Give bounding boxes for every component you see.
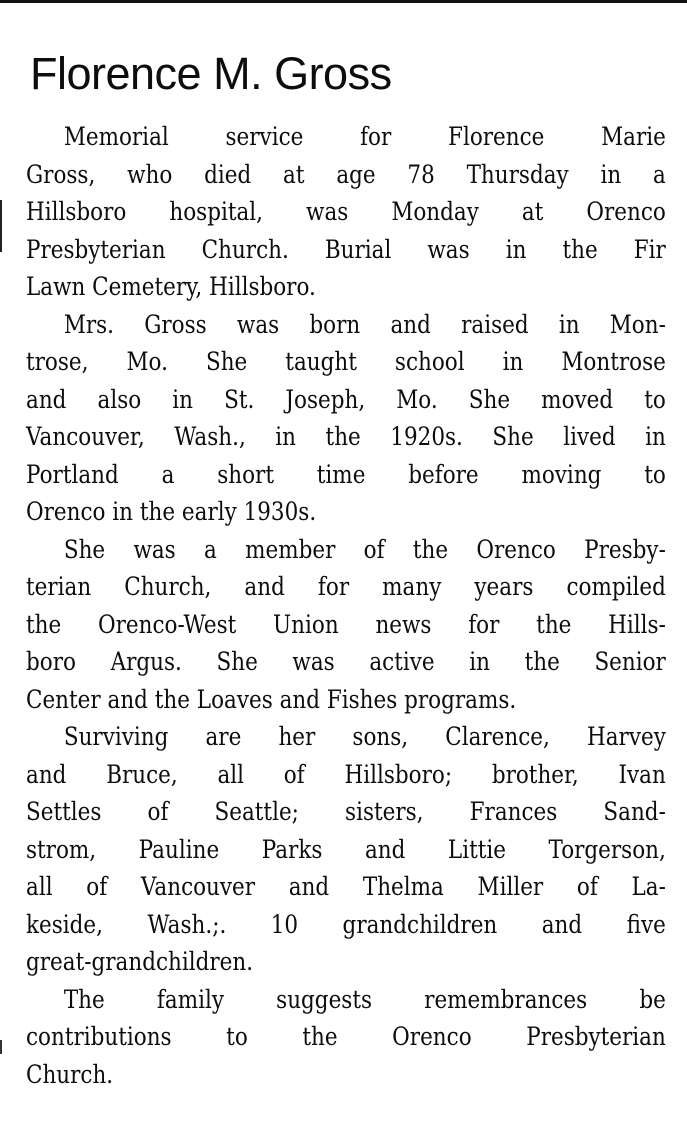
text-line: Settles of Seattle; sisters, Frances Sand- (26, 797, 666, 826)
obituary-clipping (26, 44, 666, 1093)
text-line: keside, Wash.;. 10 grandchildren and five (26, 909, 666, 939)
text-line: Center and the Loaves and Fishes programs. (26, 684, 517, 714)
text-line: Hillsboro hospital, was Monday at Orenco (26, 197, 666, 226)
paragraph-service (26, 118, 666, 306)
obituary-body (26, 118, 666, 1093)
paragraph-biography (26, 306, 666, 531)
column-rule-tick (0, 1040, 2, 1054)
paragraph-remembrances (26, 981, 666, 1094)
paragraph-activities (26, 531, 666, 719)
text-line: Surviving are her sons, Clarence, Harvey (63, 722, 666, 751)
text-line: Memorial service for Florence Marie (63, 122, 666, 151)
text-line: contributions to the Orenco Presbyterian (26, 1022, 666, 1051)
text-line: She was a member of the Orenco Presby- (63, 534, 666, 564)
text-line: and also in St. Joseph, Mo. She moved to (26, 384, 666, 414)
text-line: terian Church, and for many years compiled (26, 572, 666, 601)
text-line: Lawn Cemetery, Hillsboro. (26, 272, 316, 301)
text-line: strom, Pauline Parks and Littie Torgerson, (26, 834, 666, 864)
text-line: and Bruce, all of Hillsboro; brother, Ivan (26, 759, 666, 789)
text-line: Gross, who died at age 78 Thursday in a (26, 159, 666, 189)
text-line: the Orenco-West Union news for the Hills- (26, 609, 666, 639)
text-line: The family suggests remembrances be (63, 984, 666, 1014)
text-line: all of Vancouver and Thelma Miller of La- (26, 872, 666, 901)
text-line: Orenco in the early 1930s. (26, 497, 317, 526)
text-line: Church. (26, 1059, 114, 1089)
paragraph-survivors (26, 718, 666, 981)
text-line: Vancouver, Wash., in the 1920s. She lived in (26, 422, 666, 451)
text-line: Mrs. Gross was born and raised in Mon- (63, 309, 666, 339)
text-line: great-grandchildren. (26, 947, 254, 976)
text-line: trose, Mo. She taught school in Montrose (26, 347, 666, 376)
text-line: boro Argus. She was active in the Senior (26, 647, 666, 676)
column-rule-mark (0, 200, 2, 252)
obituary-headline: Florence M. Gross (30, 48, 392, 99)
text-line: Portland a short time before moving to (26, 459, 666, 489)
text-line: Presbyterian Church. Burial was in the Fir (26, 234, 666, 264)
top-rule (0, 0, 687, 3)
